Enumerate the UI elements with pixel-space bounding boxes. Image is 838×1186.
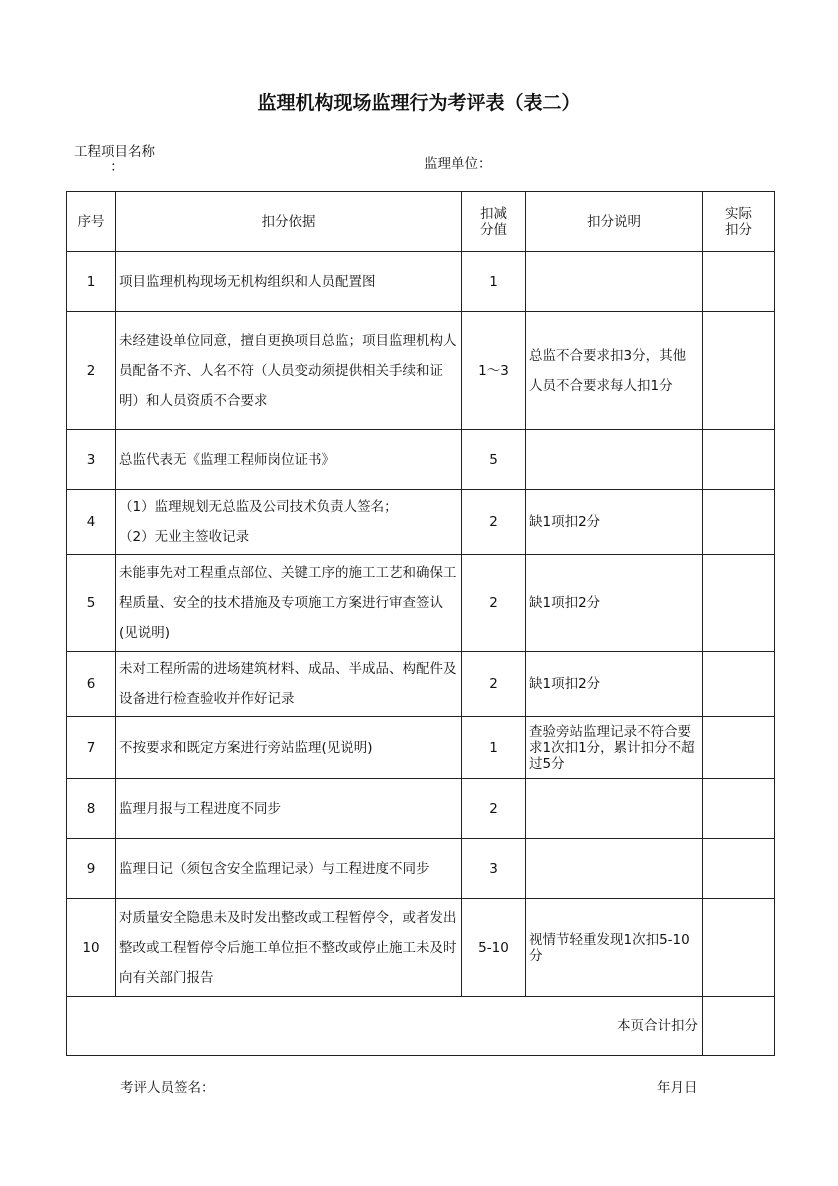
header-note: 扣分说明	[526, 192, 703, 252]
table-row	[67, 652, 775, 717]
row-points: 2	[462, 779, 526, 839]
row-note	[526, 839, 703, 899]
header-no: 序号	[67, 192, 116, 252]
header-actual-l2: 扣分	[725, 221, 752, 238]
row-basis: 总监代表无《监理工程师岗位证书》	[116, 430, 462, 490]
row-basis: 监理月报与工程进度不同步	[116, 779, 462, 839]
evaluator-signature-label: 考评人员签名：	[120, 1080, 215, 1096]
header-actual-l1: 实际	[725, 205, 752, 222]
row-points: 5	[462, 430, 526, 490]
page-title: 监理机构现场监理行为考评表（表二）	[257, 92, 581, 114]
row-basis-line: （1）监理规划无总监及公司技术负责人签名；	[119, 499, 398, 515]
row-note: 总监不合要求扣3分，其他人员不合要求每人扣1分	[526, 312, 703, 430]
row-basis	[116, 490, 462, 555]
total-label: 本页合计扣分	[67, 997, 703, 1056]
row-number: 6	[67, 652, 116, 717]
table-row	[67, 430, 775, 490]
table-row	[67, 899, 775, 997]
header-points-l2: 分值	[480, 221, 507, 238]
row-number: 3	[67, 430, 116, 490]
header-basis: 扣分依据	[116, 192, 462, 252]
row-actual[interactable]	[703, 779, 775, 839]
row-points: 1	[462, 252, 526, 312]
header-points-l1: 扣减	[480, 205, 507, 222]
project-name-text: 工程项目名称	[74, 144, 155, 160]
row-actual[interactable]	[703, 490, 775, 555]
header-row	[67, 192, 775, 252]
row-points: 2	[462, 652, 526, 717]
table-row	[67, 717, 775, 779]
row-number: 7	[67, 717, 116, 779]
row-note: 查验旁站监理记录不符合要求1次扣1分，累计扣分不超过5分	[526, 717, 703, 779]
row-actual[interactable]	[703, 717, 775, 779]
row-actual[interactable]	[703, 899, 775, 997]
table-row	[67, 252, 775, 312]
row-number: 9	[67, 839, 116, 899]
row-basis: 不按要求和既定方案进行旁站监理(见说明)	[116, 717, 462, 779]
table-row	[67, 312, 775, 430]
row-actual[interactable]	[703, 430, 775, 490]
table-row	[67, 555, 775, 652]
row-basis-line: （2）无业主签收记录	[119, 529, 250, 545]
project-name-label	[74, 145, 170, 175]
row-basis: 对质量安全隐患未及时发出整改或工程暂停令，或者发出整改或工程暂停令后施工单位拒不整改或停止施工未及时向有关部门报告	[116, 899, 462, 997]
row-points: 2	[462, 490, 526, 555]
header-points	[462, 192, 526, 252]
row-number: 1	[67, 252, 116, 312]
project-name-colon: ：	[110, 159, 124, 175]
row-note: 缺1项扣2分	[526, 490, 703, 555]
row-points: 3	[462, 839, 526, 899]
row-points: 1～3	[462, 312, 526, 430]
row-actual[interactable]	[703, 252, 775, 312]
total-value-cell[interactable]	[703, 997, 775, 1056]
row-number: 8	[67, 779, 116, 839]
row-basis: 未经建设单位同意，擅自更换项目总监；项目监理机构人员配备不齐、人名不符（人员变动须提供相关手续和证明）和人员资质不合要求	[116, 312, 462, 430]
row-basis: 监理日记（须包含安全监理记录）与工程进度不同步	[116, 839, 462, 899]
table-row	[67, 490, 775, 555]
row-note	[526, 430, 703, 490]
row-note: 缺1项扣2分	[526, 555, 703, 652]
row-number: 5	[67, 555, 116, 652]
row-note	[526, 252, 703, 312]
row-number: 4	[67, 490, 116, 555]
total-row	[67, 997, 775, 1056]
row-note	[526, 779, 703, 839]
supervision-unit-label: 监理单位：	[424, 156, 492, 172]
row-number: 10	[67, 899, 116, 997]
date-label: 年月日	[657, 1080, 698, 1096]
row-basis: 项目监理机构现场无机构组织和人员配置图	[116, 252, 462, 312]
row-points: 1	[462, 717, 526, 779]
evaluation-table	[66, 191, 775, 1056]
row-actual[interactable]	[703, 652, 775, 717]
header-actual	[703, 192, 775, 252]
row-points: 5-10	[462, 899, 526, 997]
row-number: 2	[67, 312, 116, 430]
row-basis: 未能事先对工程重点部位、关键工序的施工工艺和确保工程质量、安全的技术措施及专项施工方案进行审查签认(见说明)	[116, 555, 462, 652]
table-row	[67, 779, 775, 839]
row-actual[interactable]	[703, 312, 775, 430]
table-row	[67, 839, 775, 899]
row-note: 缺1项扣2分	[526, 652, 703, 717]
row-points: 2	[462, 555, 526, 652]
row-actual[interactable]	[703, 839, 775, 899]
row-basis: 未对工程所需的进场建筑材料、成品、半成品、构配件及设备进行检查验收并作好记录	[116, 652, 462, 717]
row-actual[interactable]	[703, 555, 775, 652]
row-note: 视情节轻重发现1次扣5-10分	[526, 899, 703, 997]
